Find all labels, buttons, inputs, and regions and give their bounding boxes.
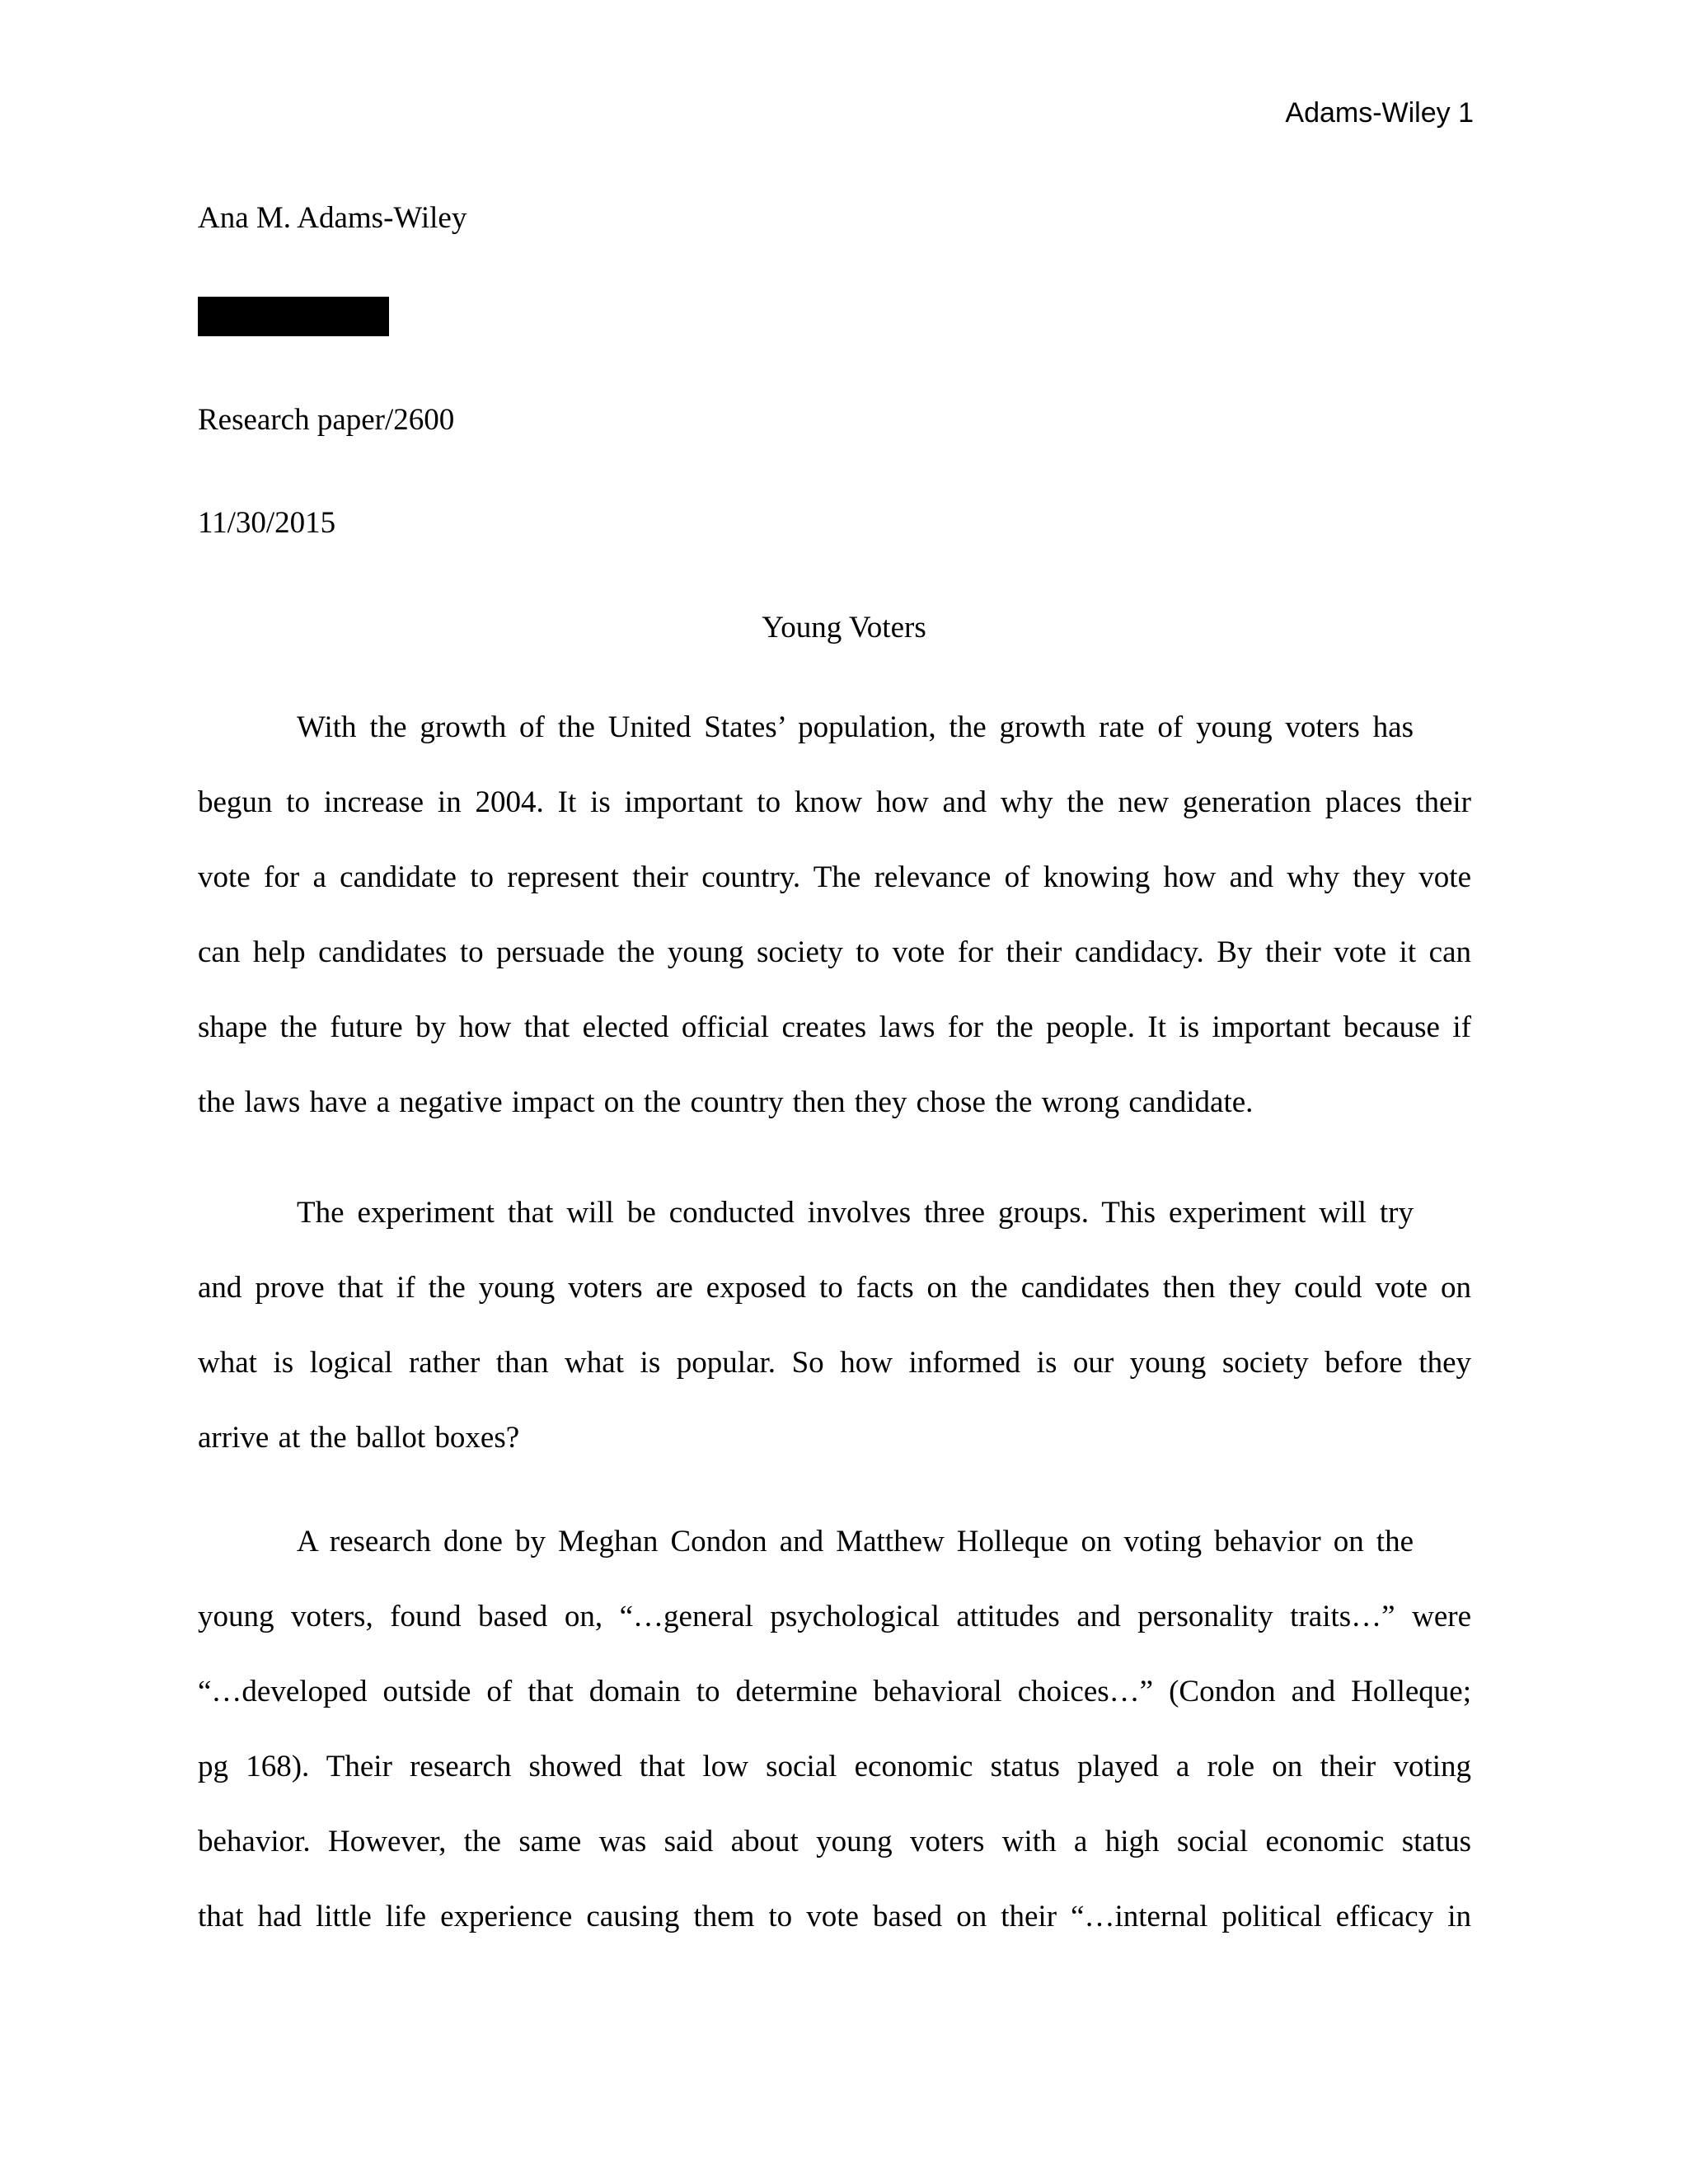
paragraph-line: young voters, found based on, “…general psychological attitudes and personality traits…” were [198,1600,1471,1633]
paragraph-line: pg 168). Their research showed that low social economic status played a role on their voting [198,1750,1471,1783]
paragraph-line: can help candidates to persuade the young society to vote for their candidacy. By their vote it can [198,935,1471,969]
paragraph-line: The experiment that will be conducted involves three groups. This experiment will try [297,1196,1414,1230]
paragraph-line: “…developed outside of that domain to determine behavioral choices…” (Condon and Holleque; [198,1675,1471,1708]
redaction-bar [198,297,389,336]
paragraph-line: begun to increase in 2004. It is important to know how and why the new generation places their [198,785,1471,819]
paragraph-line: With the growth of the United States’ population, the growth rate of young voters has [297,710,1414,744]
paragraph-line: arrive at the ballot boxes? [198,1421,520,1455]
paragraph-line: what is logical rather than what is popular. So how informed is our young society before they [198,1346,1471,1380]
paragraph-line: the laws have a negative impact on the country then they chose the wrong candidate. [198,1085,1254,1119]
running-head: Adams-Wiley 1 [1285,97,1474,129]
paragraph-line: vote for a candidate to represent their country. The relevance of knowing how and why they vote [198,860,1471,894]
paragraph-line: shape the future by how that elected official creates laws for the people. It is important because if [198,1010,1471,1044]
author-name: Ana M. Adams-Wiley [198,201,467,235]
paragraph-line: and prove that if the young voters are exposed to facts on the candidates then they could vote on [198,1271,1471,1305]
paragraph-line: behavior. However, the same was said about young voters with a high social economic status [198,1825,1471,1858]
date-line: 11/30/2015 [198,506,336,540]
course-line: Research paper/2600 [198,403,455,437]
paper-title: Young Voters [762,611,926,644]
paragraph-line: that had little life experience causing them to vote based on their “…internal political efficacy in [198,1900,1471,1933]
paragraph-line: A research done by Meghan Condon and Matthew Holleque on voting behavior on the [297,1525,1414,1558]
